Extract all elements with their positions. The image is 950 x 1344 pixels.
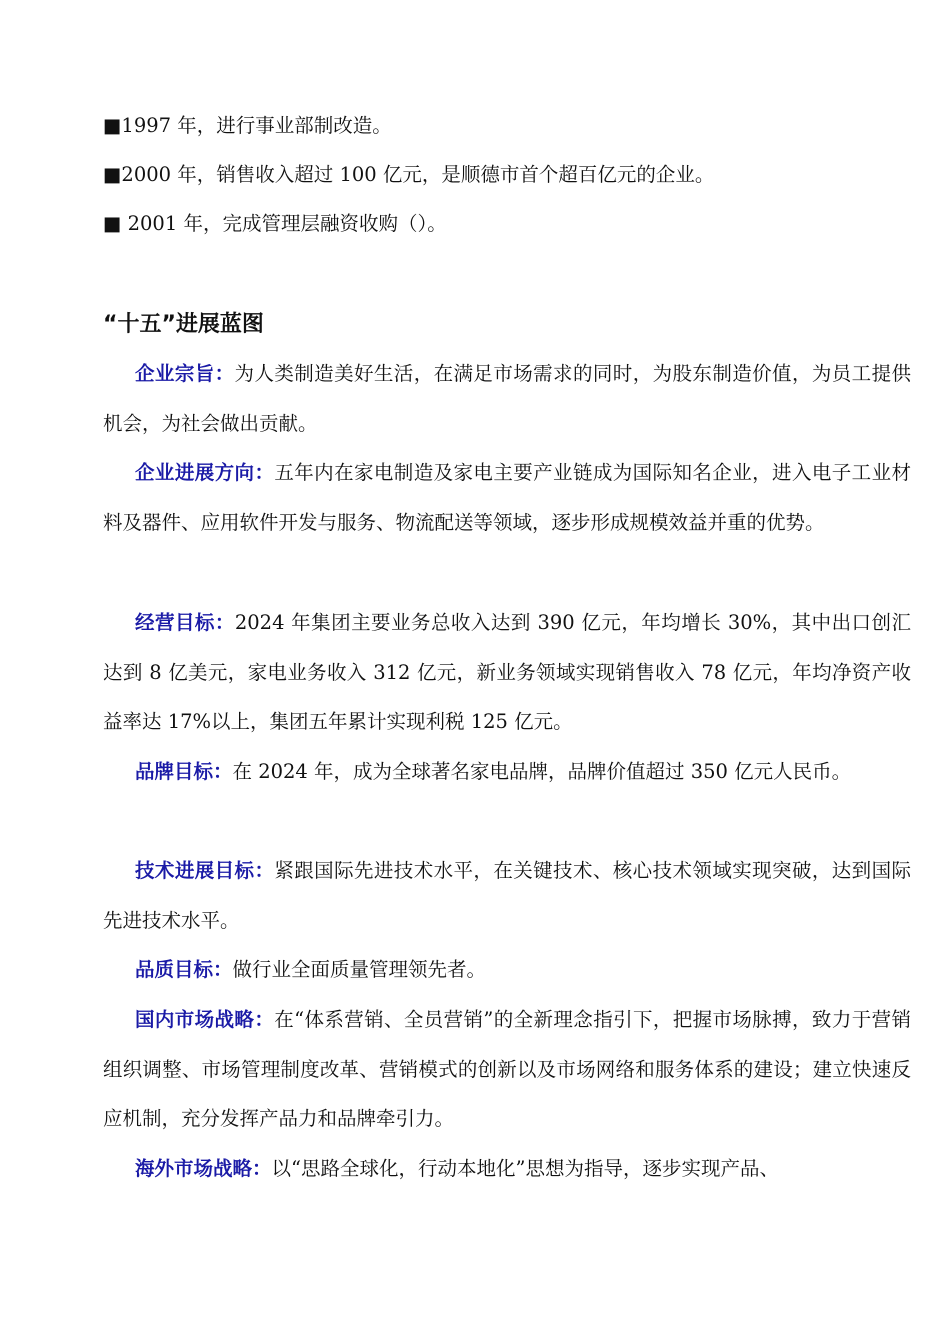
paragraph-label: 技术进展目标：: [135, 859, 275, 882]
history-bullet-2001: ■ 2001 年，完成管理层融资收购（）。: [103, 212, 447, 235]
paragraph-brand-goals: [103, 747, 911, 797]
paragraph-label: 国内市场战略：: [135, 1008, 275, 1031]
paragraph-text: 为人类制造美好生活，在满足市场需求的同时，为股东制造价值，为员工提供机会，为社会做出贡献。: [103, 362, 911, 435]
history-bullet-2000: ■2000 年，销售收入超过 100 亿元，是顺德市首个超百亿元的企业。: [103, 163, 715, 186]
paragraph-quality-goals: [103, 945, 911, 995]
paragraph-label: 品牌目标：: [135, 760, 233, 783]
paragraph-domestic-strategy: [103, 995, 911, 1144]
history-bullet-1997: ■1997 年，进行事业部制改造。: [103, 114, 392, 137]
paragraph-text: 在“体系营销、全员营销”的全新理念指引下，把握市场脉搏，致力于营销组织调整、市场管理制度改革、营销模式的创新以及市场网络和服务体系的建设；建立快速反应机制，充分发挥产品力和品牌牵引力。: [103, 1008, 911, 1130]
paragraph-text: 做行业全面质量管理领先者。: [232, 958, 487, 981]
paragraph-label: 海外市场战略：: [135, 1157, 272, 1180]
section-heading: “十五”进展蓝图: [103, 312, 264, 337]
paragraph-text: 紧跟国际先进技术水平，在关键技术、核心技术领域实现突破，达到国际先进技术水平。: [103, 859, 911, 932]
paragraph-text: 五年内在家电制造及家电主要产业链成为国际知名企业，进入电子工业材料及器件、应用软件开发与服务、物流配送等领域，逐步形成规模效益并重的优势。: [103, 461, 911, 534]
paragraph-label: 企业进展方向：: [135, 461, 275, 484]
paragraph-overseas-strategy: [103, 1144, 911, 1194]
paragraph-development-direction: [103, 448, 911, 547]
paragraph-business-goals: [103, 598, 911, 747]
paragraph-mission: [103, 349, 911, 448]
paragraph-label: 企业宗旨：: [135, 362, 235, 385]
paragraph-text: 2024 年集团主要业务总收入达到 390 亿元，年均增长 30%，其中出口创汇达到 8 亿美元，家电业务收入 312 亿元，新业务领域实现销售收入 78 亿元，年均净资产收益率达 17%以上，集团五年累计实现利税 125 亿元。: [103, 611, 911, 733]
paragraph-label: 品质目标：: [135, 958, 233, 981]
paragraph-text: 以“思路全球化，行动本地化”思想为指导，逐步实现产品、: [271, 1157, 779, 1180]
paragraph-label: 经营目标：: [135, 611, 235, 634]
paragraph-technology-goals: [103, 846, 911, 945]
paragraph-text: 在 2024 年，成为全球著名家电品牌，品牌价值超过 350 亿元人民币。: [232, 760, 852, 783]
